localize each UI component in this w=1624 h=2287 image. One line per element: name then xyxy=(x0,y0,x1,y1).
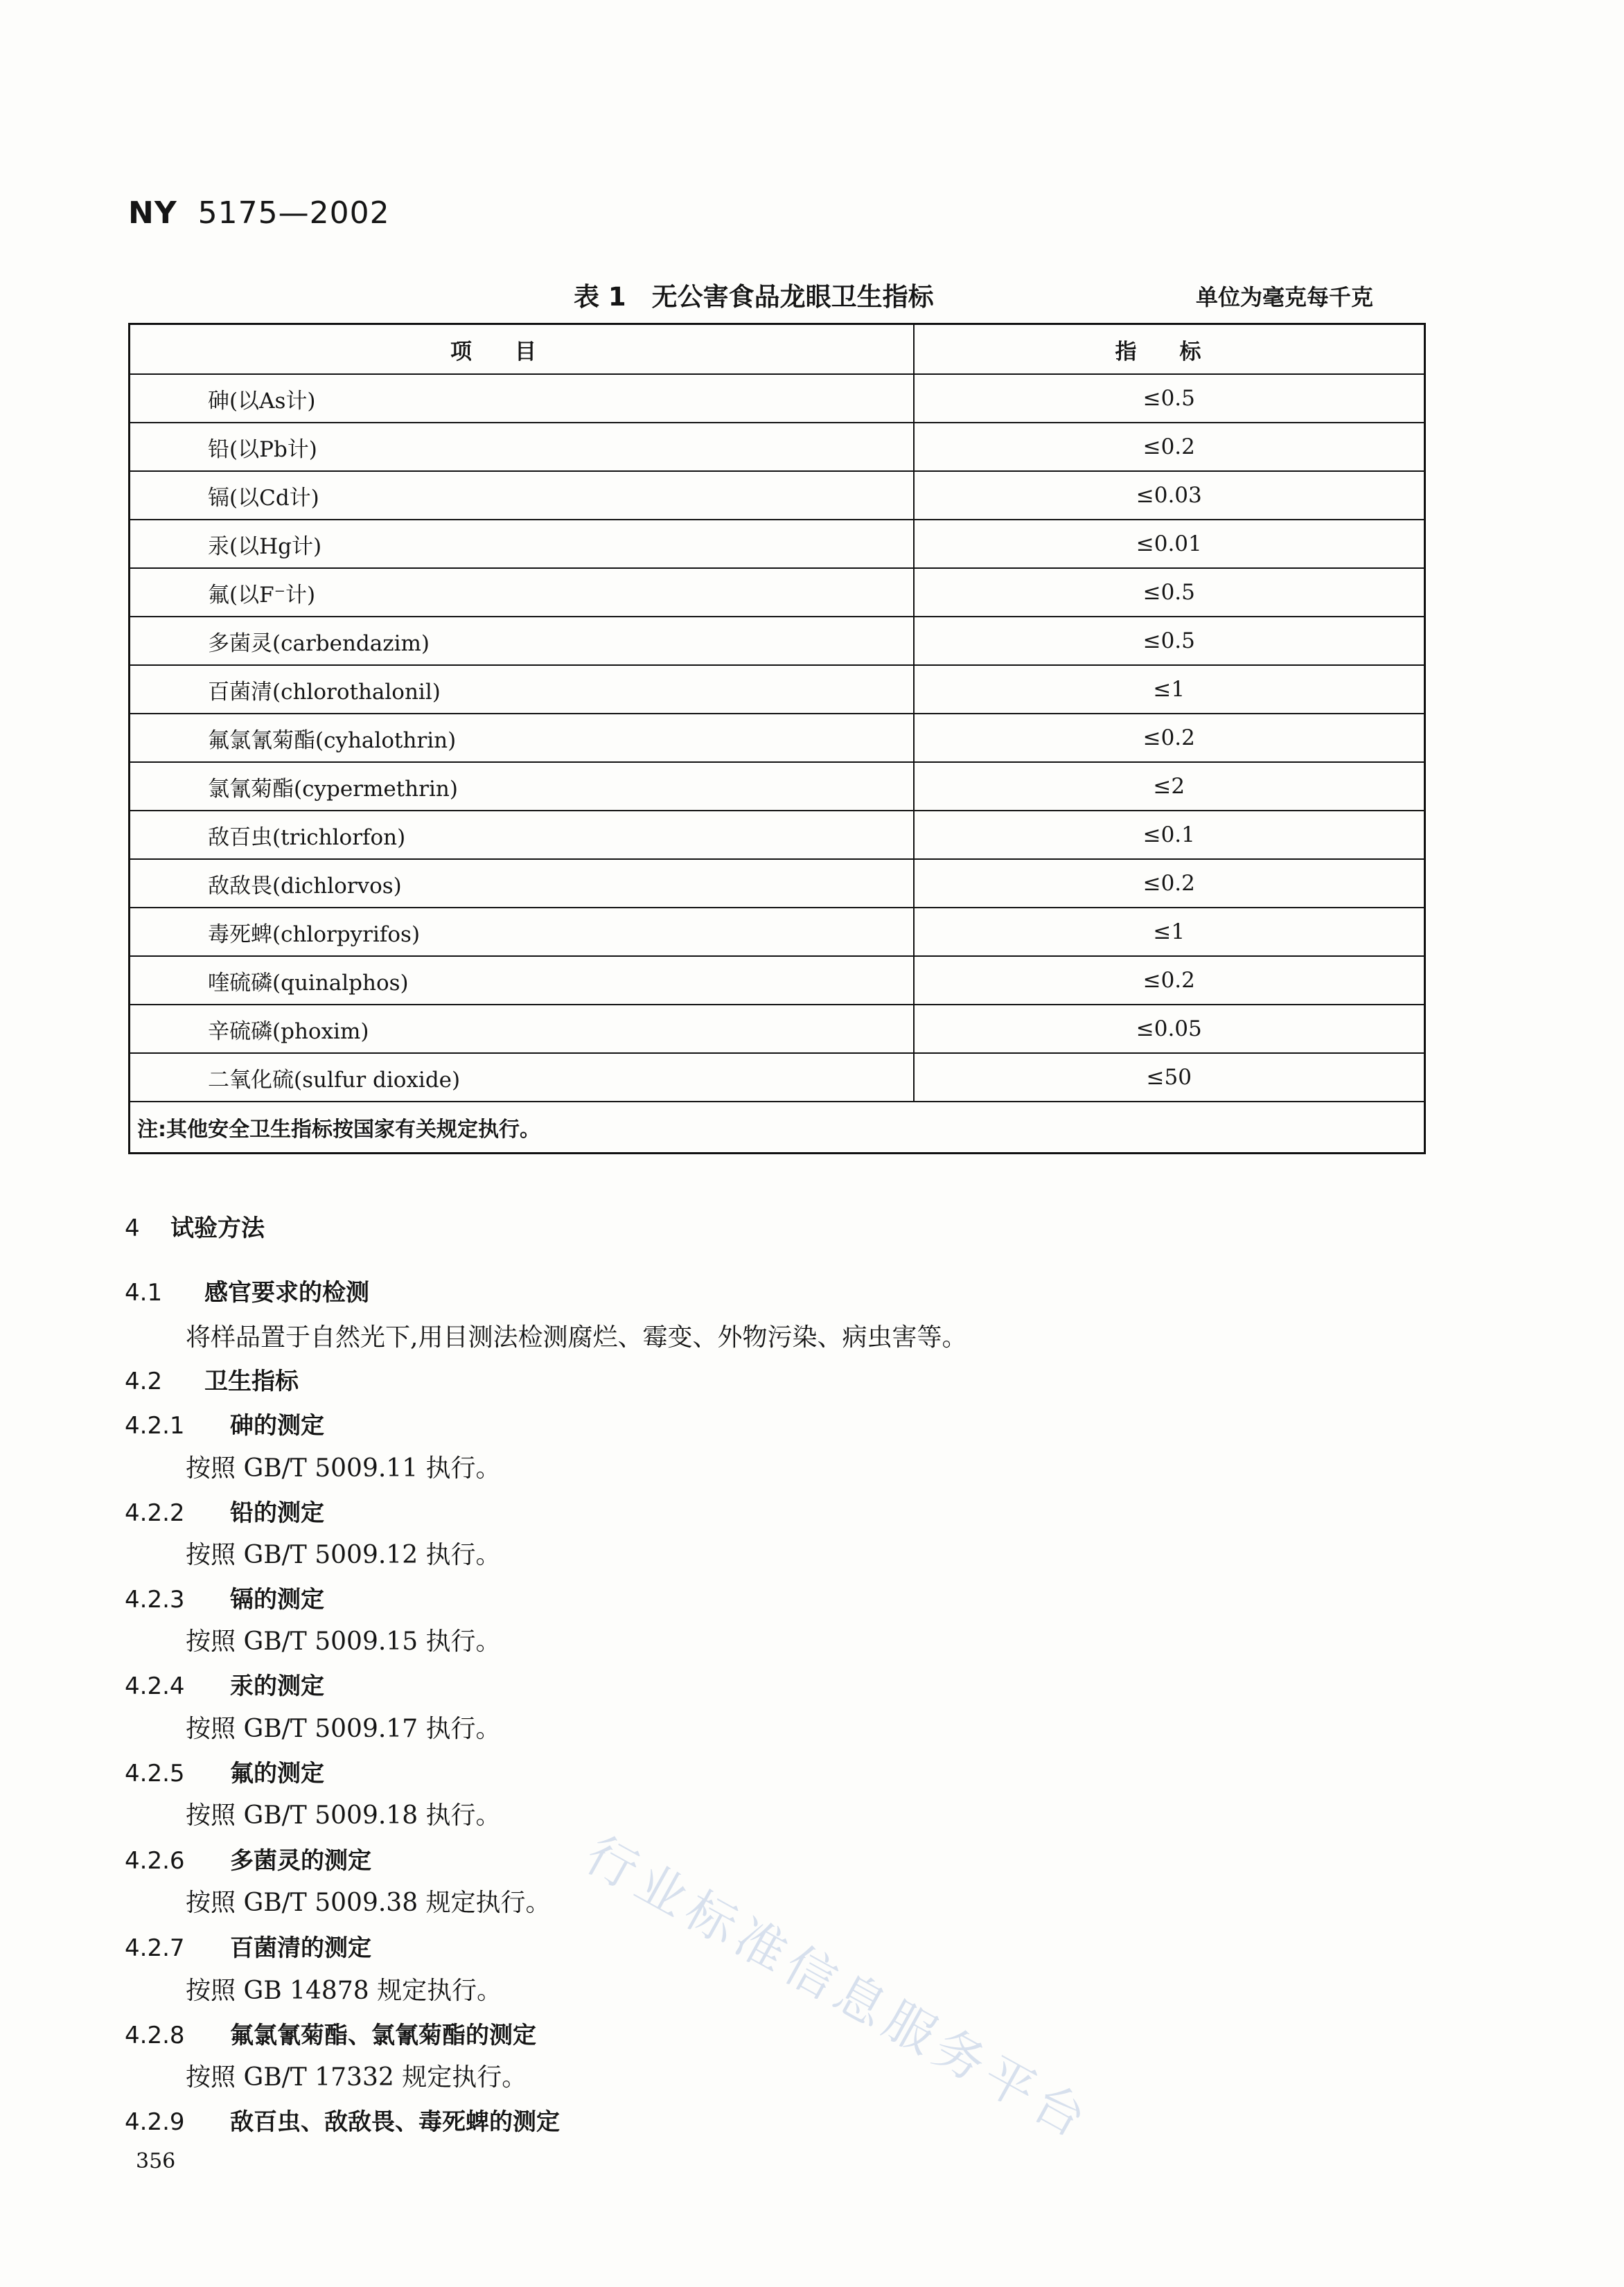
section-heading xyxy=(125,1406,324,1440)
row-value: ≤2 xyxy=(914,762,1425,811)
table-note-row xyxy=(130,1102,1425,1154)
section-title: 砷的测定 xyxy=(230,1412,324,1440)
row-value: ≤0.2 xyxy=(914,714,1425,762)
watermark: 行业标准信息服务平台 xyxy=(576,1824,1102,2152)
row-item: 镉(以Cd计) xyxy=(130,471,914,520)
table-row xyxy=(130,423,1425,471)
row-item: 氯氰菊酯(cypermethrin) xyxy=(130,762,914,811)
section-text: 按照 GB/T 5009.18 执行。 xyxy=(186,1801,501,1830)
table-caption: 表 1 无公害食品龙眼卫生指标 xyxy=(574,282,934,312)
section-title: 镉的测定 xyxy=(230,1586,324,1614)
row-item: 敌百虫(trichlorfon) xyxy=(130,811,914,859)
row-value: ≤0.1 xyxy=(914,811,1425,859)
row-value: ≤0.2 xyxy=(914,956,1425,1005)
row-value: ≤0.5 xyxy=(914,568,1425,617)
table-note: 注:其他安全卫生指标按国家有关规定执行。 xyxy=(130,1102,1425,1154)
table-unit: 单位为毫克每千克 xyxy=(1196,284,1374,310)
table-row xyxy=(130,520,1425,568)
section-heading xyxy=(125,1929,371,1963)
section-heading xyxy=(125,1580,324,1614)
section-number: 4.2.1 xyxy=(125,1412,185,1440)
section-number: 4.2.2 xyxy=(125,1499,185,1527)
section-title: 氟的测定 xyxy=(230,1760,324,1787)
section-heading xyxy=(125,2016,536,2050)
row-item: 铅(以Pb计) xyxy=(130,423,914,471)
table-row xyxy=(130,811,1425,859)
row-item: 砷(以As计) xyxy=(130,374,914,423)
table-row xyxy=(130,665,1425,714)
section-text: 按照 GB/T 5009.17 执行。 xyxy=(186,1715,501,1743)
header-item: 项 目 xyxy=(130,324,914,375)
standard-code-prefix: NY xyxy=(128,195,177,231)
row-value: ≤0.2 xyxy=(914,423,1425,471)
row-value: ≤0.2 xyxy=(914,859,1425,908)
row-item: 辛硫磷(phoxim) xyxy=(130,1005,914,1053)
table-row xyxy=(130,471,1425,520)
row-item: 二氧化硫(sulfur dioxide) xyxy=(130,1053,914,1102)
row-value: ≤0.03 xyxy=(914,471,1425,520)
section-heading xyxy=(125,1362,299,1396)
section-number: 4.2.4 xyxy=(125,1672,185,1700)
row-value: ≤0.01 xyxy=(914,520,1425,568)
row-item: 汞(以Hg计) xyxy=(130,520,914,568)
table-row xyxy=(130,908,1425,956)
section-number: 4.2.8 xyxy=(125,2022,185,2049)
section-heading xyxy=(125,1754,324,1788)
table-row xyxy=(130,956,1425,1005)
table-row xyxy=(130,859,1425,908)
section-heading xyxy=(125,1494,324,1528)
section-number: 4.2.5 xyxy=(125,1760,185,1787)
row-item: 多菌灵(carbendazim) xyxy=(130,617,914,665)
section-heading xyxy=(125,1842,371,1875)
row-value: ≤50 xyxy=(914,1053,1425,1102)
section-number: 4 xyxy=(125,1215,140,1242)
row-value: ≤1 xyxy=(914,908,1425,956)
table-row xyxy=(130,1053,1425,1102)
table-row xyxy=(130,568,1425,617)
row-item: 氟(以F⁻计) xyxy=(130,568,914,617)
standard-code xyxy=(128,195,390,231)
section-number: 4.2.3 xyxy=(125,1586,185,1614)
section-text: 将样品置于自然光下,用目测法检测腐烂、霉变、外物污染、病虫害等。 xyxy=(186,1323,967,1352)
section-heading xyxy=(125,1667,324,1701)
table-header-row xyxy=(130,324,1425,375)
row-item: 氟氯氰菊酯(cyhalothrin) xyxy=(130,714,914,762)
section-number: 4.1 xyxy=(125,1279,163,1307)
section-title: 卫生指标 xyxy=(204,1368,299,1395)
section-text: 按照 GB 14878 规定执行。 xyxy=(186,1977,502,2005)
table-row xyxy=(130,1005,1425,1053)
section-title: 汞的测定 xyxy=(230,1672,324,1700)
hygiene-index-table xyxy=(128,323,1426,1154)
section-text: 按照 GB/T 17332 规定执行。 xyxy=(186,2063,527,2092)
row-value: ≤0.5 xyxy=(914,374,1425,423)
section-title: 敌百虫、敌敌畏、毒死蜱的测定 xyxy=(230,2108,560,2136)
section-text: 按照 GB/T 5009.11 执行。 xyxy=(186,1454,501,1483)
section-title: 百菌清的测定 xyxy=(230,1934,371,1962)
table-row xyxy=(130,374,1425,423)
section-title: 试验方法 xyxy=(170,1215,265,1242)
page-number: 356 xyxy=(136,2149,176,2173)
row-item: 敌敌畏(dichlorvos) xyxy=(130,859,914,908)
table-row xyxy=(130,714,1425,762)
table-row xyxy=(130,617,1425,665)
row-value: ≤0.5 xyxy=(914,617,1425,665)
section-number: 4.2.9 xyxy=(125,2108,185,2136)
section-number: 4.2.6 xyxy=(125,1847,185,1875)
section-heading xyxy=(125,1209,265,1243)
section-heading xyxy=(125,2103,560,2137)
section-title: 氟氯氰菊酯、氯氰菊酯的测定 xyxy=(230,2022,536,2049)
header-index: 指 标 xyxy=(914,324,1425,375)
section-title: 铅的测定 xyxy=(230,1499,324,1527)
section-title: 感官要求的检测 xyxy=(204,1279,369,1307)
section-text: 按照 GB/T 5009.38 规定执行。 xyxy=(186,1889,551,1917)
row-item: 喹硫磷(quinalphos) xyxy=(130,956,914,1005)
standard-code-number: 5175—2002 xyxy=(197,195,390,231)
section-number: 4.2.7 xyxy=(125,1934,185,1962)
row-item: 毒死蜱(chlorpyrifos) xyxy=(130,908,914,956)
section-title: 多菌灵的测定 xyxy=(230,1847,371,1875)
table-row xyxy=(130,762,1425,811)
row-value: ≤1 xyxy=(914,665,1425,714)
row-item: 百菌清(chlorothalonil) xyxy=(130,665,914,714)
section-number: 4.2 xyxy=(125,1368,163,1395)
section-heading xyxy=(125,1273,369,1307)
section-text: 按照 GB/T 5009.15 执行。 xyxy=(186,1627,501,1656)
section-text: 按照 GB/T 5009.12 执行。 xyxy=(186,1541,501,1569)
row-value: ≤0.05 xyxy=(914,1005,1425,1053)
